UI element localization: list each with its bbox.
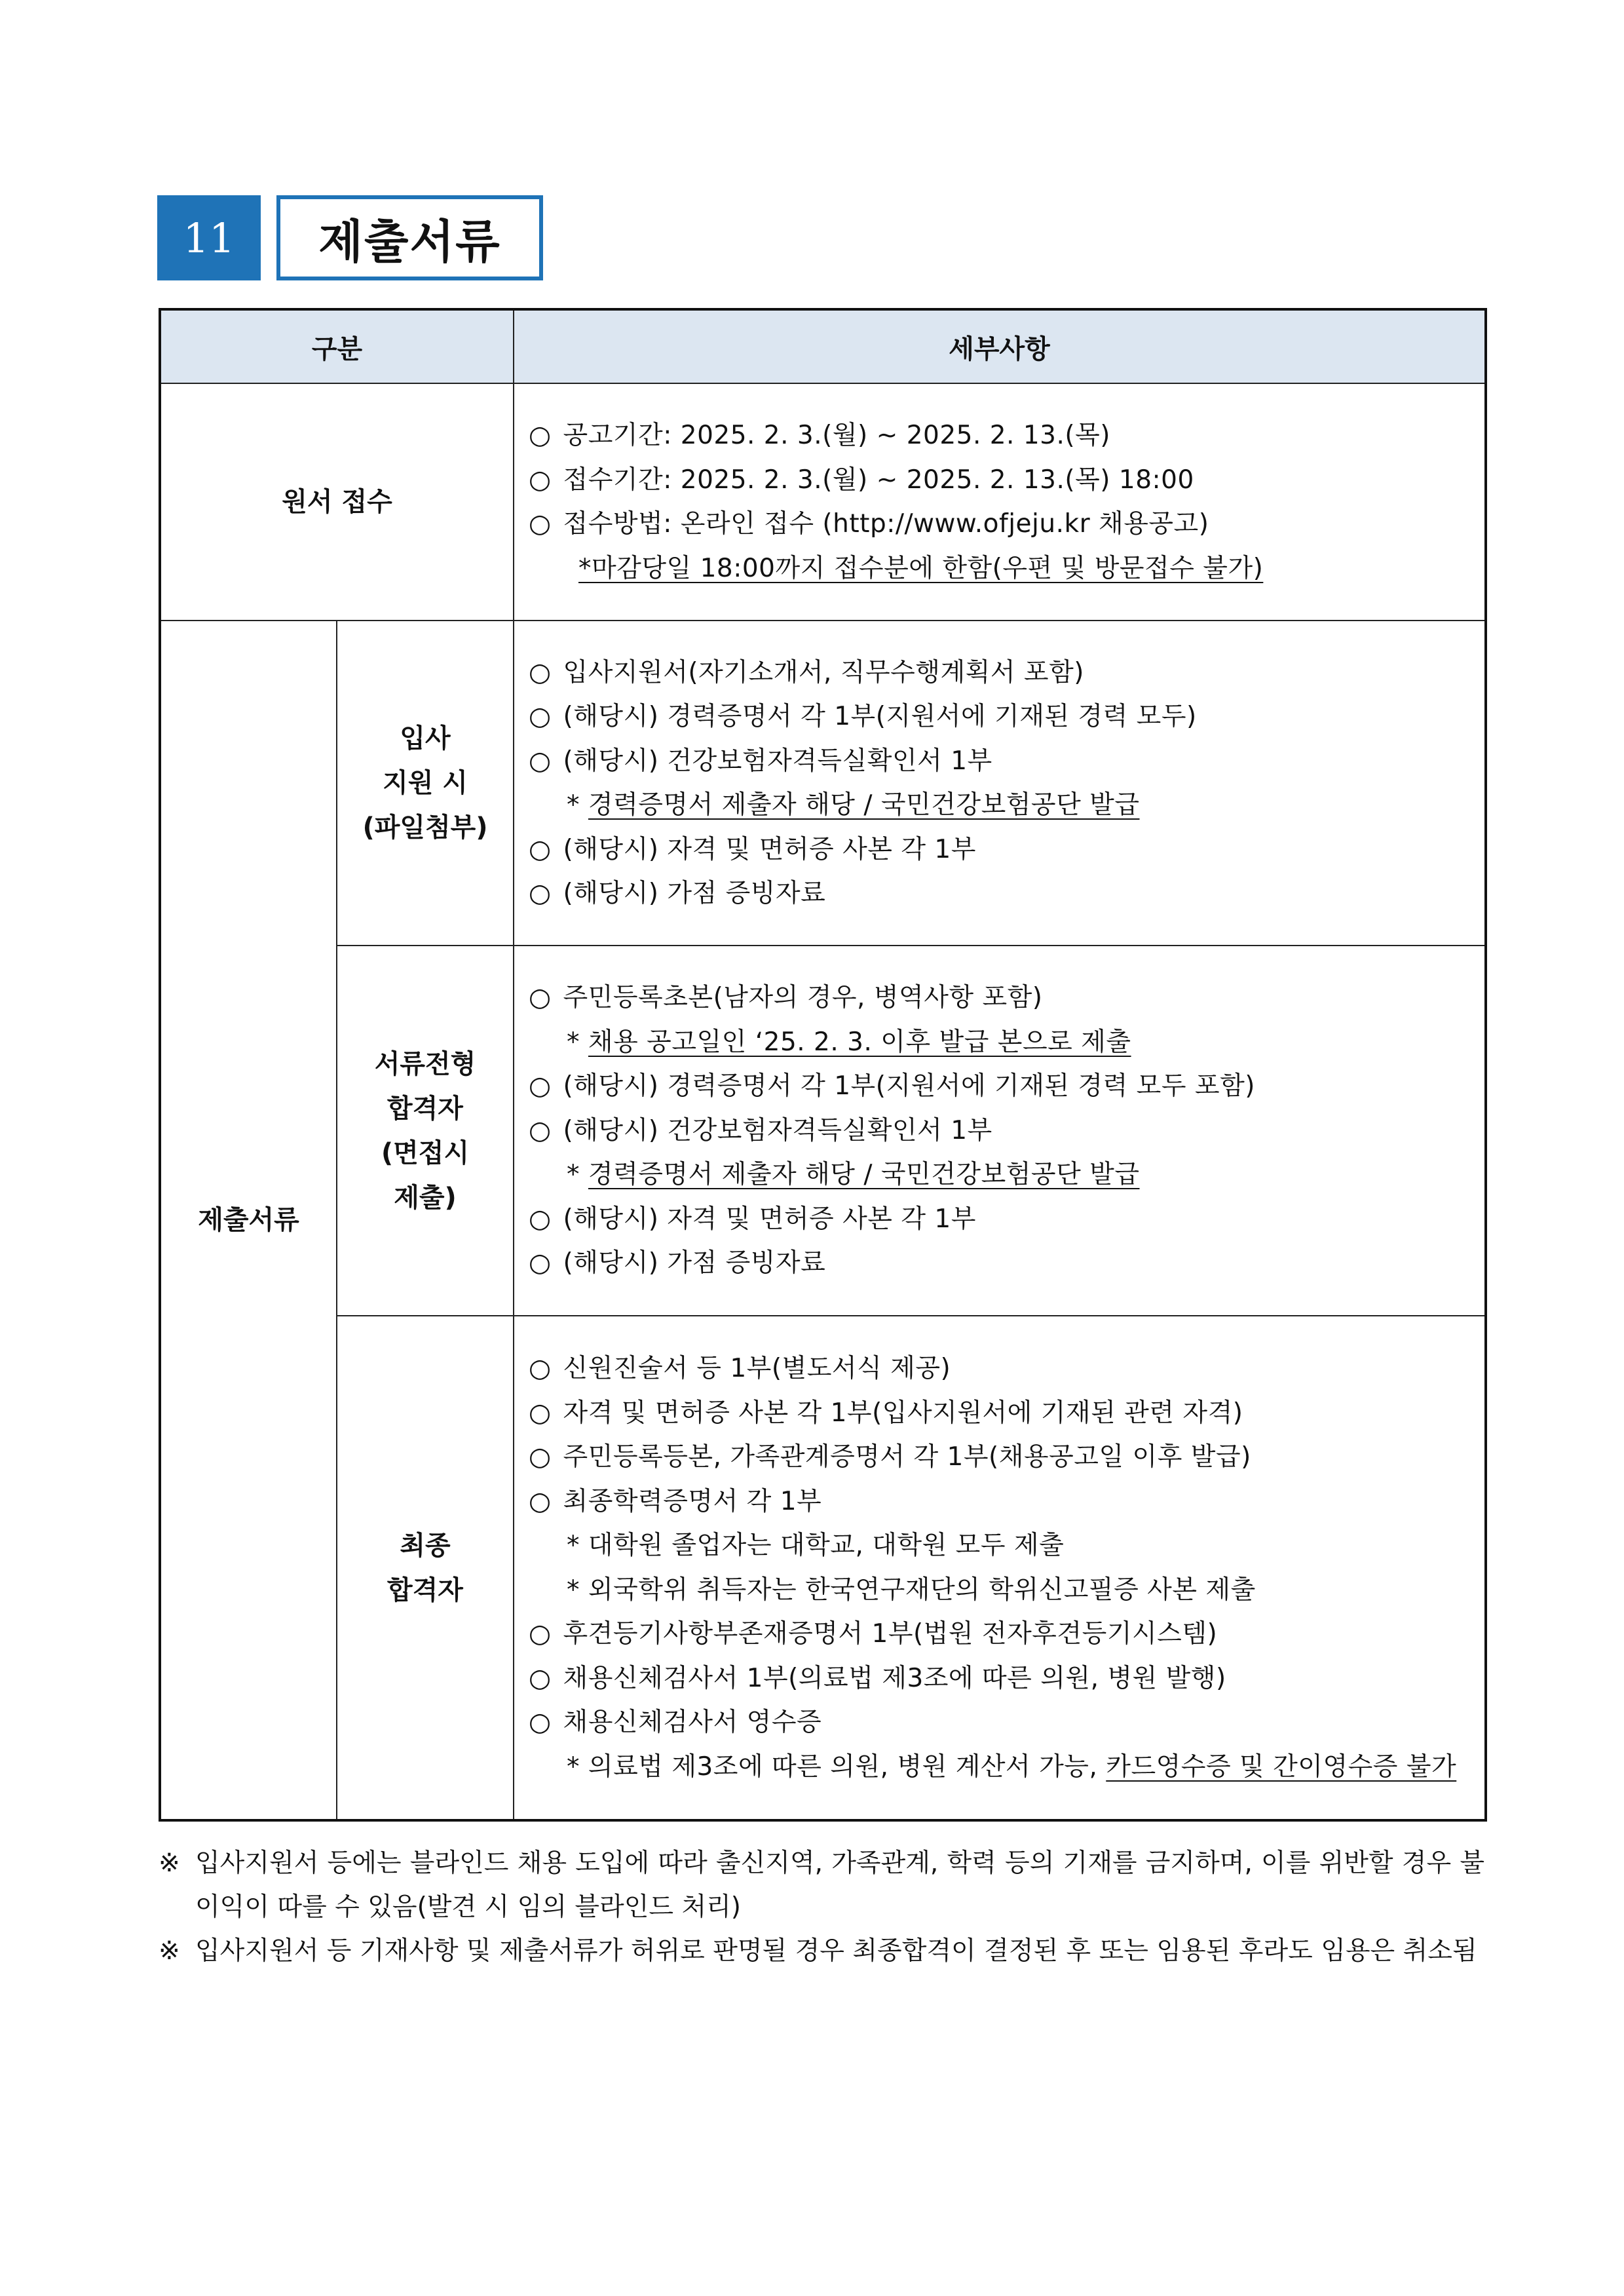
bullet-text: 입사지원서(자기소개서, 직무수행계획서 포함): [563, 657, 1084, 687]
note-text-underlined: 카드영수증 및 간이영수증 불가: [1106, 1751, 1457, 1782]
subrow-label-line: 최종: [400, 1530, 451, 1561]
circle-bullet-icon: ○: [529, 1486, 552, 1516]
subrow-label-line: 지원 시: [383, 768, 468, 798]
circle-bullet-icon: ○: [529, 702, 552, 731]
circle-bullet-icon: ○: [529, 1248, 552, 1278]
asterisk-icon: *: [567, 1531, 588, 1560]
note-item: [514, 783, 1484, 828]
bullet-item: [514, 458, 1484, 503]
header-details: 세부사항: [514, 309, 1486, 383]
circle-bullet-icon: ○: [529, 1708, 552, 1737]
bullet-item: [514, 828, 1484, 872]
bullet-item: [514, 695, 1484, 739]
circle-bullet-icon: ○: [529, 879, 552, 908]
subrow-details-document-pass: [514, 946, 1486, 1316]
table-header-row: [160, 309, 1486, 383]
circle-bullet-icon: ○: [529, 465, 552, 495]
documents-table: [159, 308, 1487, 1822]
bullet-item: [514, 651, 1484, 695]
subrow-label-line: 제출): [394, 1182, 457, 1213]
subrow-label-apply: [337, 621, 514, 946]
circle-bullet-icon: ○: [529, 1115, 552, 1145]
subrow-label-line: 서류전형: [374, 1048, 476, 1079]
subrow-label-line: 입사: [400, 723, 451, 754]
bullet-item: [514, 1064, 1484, 1109]
footnote-text: 입사지원서 등 기재사항 및 제출서류가 허위로 판명될 경우 최종합격이 결정된 후 또는 임용된 후라도 임용은 취소됨: [195, 1936, 1477, 1966]
asterisk-icon: *: [567, 1575, 588, 1605]
note-item: [514, 1568, 1484, 1613]
bullet-text: 채용신체검사서 영수증: [563, 1708, 822, 1737]
bullet-text: (해당시) 경력증명서 각 1부(지원서에 기재된 경력 모두): [563, 702, 1197, 731]
footnote: [159, 1929, 1484, 1973]
note-text: 의료법 제3조에 따른 의원, 병원 계산서 가능,: [588, 1751, 1106, 1782]
section-number: 11: [157, 195, 261, 280]
footnote-mark: ※: [159, 1936, 180, 1966]
note-text: *마감당일 18:00까지 접수분에 한함(우편 및 방문접수 불가): [578, 553, 1264, 583]
bullet-item: [514, 1656, 1484, 1701]
bullet-text: (해당시) 건강보험자격득실확인서 1부: [563, 746, 992, 776]
bullet-item: [514, 502, 1484, 546]
section-header: [157, 195, 543, 280]
bullet-text: 자격 및 면허증 사본 각 1부(입사지원서에 기재된 관련 자격): [563, 1398, 1243, 1428]
bullet-item: [514, 871, 1484, 916]
bullet-item: [514, 1612, 1484, 1656]
subrow-label-line: 합격자: [387, 1575, 463, 1605]
bullet-item: [514, 1700, 1484, 1745]
table-row: [160, 946, 1486, 1316]
bullet-item: [514, 1109, 1484, 1153]
bullet-item: [514, 739, 1484, 784]
asterisk-icon: *: [567, 1027, 588, 1057]
circle-bullet-icon: ○: [529, 1398, 552, 1428]
bullet-text: 주민등록초본(남자의 경우, 병역사항 포함): [563, 983, 1043, 1013]
bullet-text: (해당시) 자격 및 면허증 사본 각 1부: [563, 834, 976, 864]
bullet-item: [514, 413, 1484, 458]
section-title: 제출서류: [276, 195, 543, 280]
bullet-item: [514, 1241, 1484, 1286]
asterisk-icon: *: [567, 1160, 588, 1190]
subrow-label-line: (면접시: [381, 1138, 470, 1168]
note-item: [514, 546, 1484, 591]
bullet-text: (해당시) 가점 증빙자료: [563, 1248, 826, 1278]
circle-bullet-icon: ○: [529, 1619, 552, 1649]
circle-bullet-icon: ○: [529, 657, 552, 687]
note-item: [514, 1523, 1484, 1568]
bullet-text: 주민등록등본, 가족관계증명서 각 1부(채용공고일 이후 발급): [563, 1442, 1251, 1472]
bullet-item: [514, 1480, 1484, 1524]
note-text: 채용 공고일인 ‘25. 2. 3. 이후 발급 본으로 제출: [588, 1027, 1131, 1057]
circle-bullet-icon: ○: [529, 1442, 552, 1472]
footnote-text: 입사지원서 등에는 블라인드 채용 도입에 따라 출신지역, 가족관계, 학력 등의 기재를 금지하며, 이를 위반할 경우 불이익이 따를 수 있음(발견 시 임의 블라인드 처리): [195, 1848, 1484, 1922]
row-details-application: [514, 383, 1486, 621]
footnote: [159, 1841, 1484, 1929]
bullet-text: 채용신체검사서 1부(의료법 제3조에 따른 의원, 병원 발행): [563, 1663, 1226, 1693]
bullet-text: 접수방법: 온라인 접수 (http://www.ofjeju.kr 채용공고): [563, 509, 1209, 539]
bullet-text: 접수기간: 2025. 2. 3.(월) ~ 2025. 2. 13.(목) 18:00: [563, 465, 1194, 495]
footnote-mark: ※: [159, 1848, 180, 1878]
note-text: 대학원 졸업자는 대학교, 대학원 모두 제출: [588, 1531, 1065, 1560]
circle-bullet-icon: ○: [529, 509, 552, 539]
bullet-text: 공고기간: 2025. 2. 3.(월) ~ 2025. 2. 13.(목): [563, 421, 1110, 450]
subrow-details-apply: [514, 621, 1486, 946]
note-item: [514, 1153, 1484, 1197]
bullet-item: [514, 1197, 1484, 1242]
table-row: [160, 1316, 1486, 1820]
subrow-details-final-pass: [514, 1316, 1486, 1820]
note-text: 경력증명서 제출자 해당 / 국민건강보험공단 발급: [588, 1160, 1140, 1190]
bullet-text: 신원진술서 등 1부(별도서식 제공): [563, 1354, 951, 1383]
bullet-text: (해당시) 가점 증빙자료: [563, 879, 826, 908]
note-item: [514, 1020, 1484, 1065]
circle-bullet-icon: ○: [529, 1071, 552, 1101]
bullet-text: (해당시) 경력증명서 각 1부(지원서에 기재된 경력 모두 포함): [563, 1071, 1255, 1101]
bullet-item: [514, 976, 1484, 1020]
footnotes: [159, 1841, 1484, 1973]
circle-bullet-icon: ○: [529, 1204, 552, 1234]
group-label-documents: 제출서류: [160, 621, 337, 1820]
circle-bullet-icon: ○: [529, 1663, 552, 1693]
table-row: [160, 621, 1486, 946]
subrow-label-final-pass: [337, 1316, 514, 1820]
asterisk-icon: *: [567, 1751, 588, 1782]
subrow-label-line: (파일첨부): [362, 813, 488, 843]
subrow-label-line: 합격자: [387, 1093, 463, 1124]
bullet-text: 후견등기사항부존재증명서 1부(법원 전자후견등기시스템): [563, 1619, 1218, 1649]
circle-bullet-icon: ○: [529, 421, 552, 450]
subrow-label-document-pass: [337, 946, 514, 1316]
bullet-item: [514, 1391, 1484, 1436]
note-text: 외국학위 취득자는 한국연구재단의 학위신고필증 사본 제출: [588, 1575, 1256, 1605]
bullet-item: [514, 1347, 1484, 1391]
bullet-item: [514, 1435, 1484, 1480]
table-row: [160, 383, 1486, 621]
note-text: 경력증명서 제출자 해당 / 국민건강보험공단 발급: [588, 790, 1140, 820]
row-label-application: 원서 접수: [160, 383, 514, 621]
circle-bullet-icon: ○: [529, 983, 552, 1013]
bullet-text: (해당시) 건강보험자격득실확인서 1부: [563, 1115, 992, 1145]
circle-bullet-icon: ○: [529, 1354, 552, 1383]
asterisk-icon: *: [567, 790, 588, 820]
circle-bullet-icon: ○: [529, 834, 552, 864]
circle-bullet-icon: ○: [529, 746, 552, 776]
note-item: [514, 1745, 1484, 1789]
bullet-text: 최종학력증명서 각 1부: [563, 1486, 822, 1516]
header-category: 구분: [160, 309, 514, 383]
bullet-text: (해당시) 자격 및 면허증 사본 각 1부: [563, 1204, 976, 1234]
